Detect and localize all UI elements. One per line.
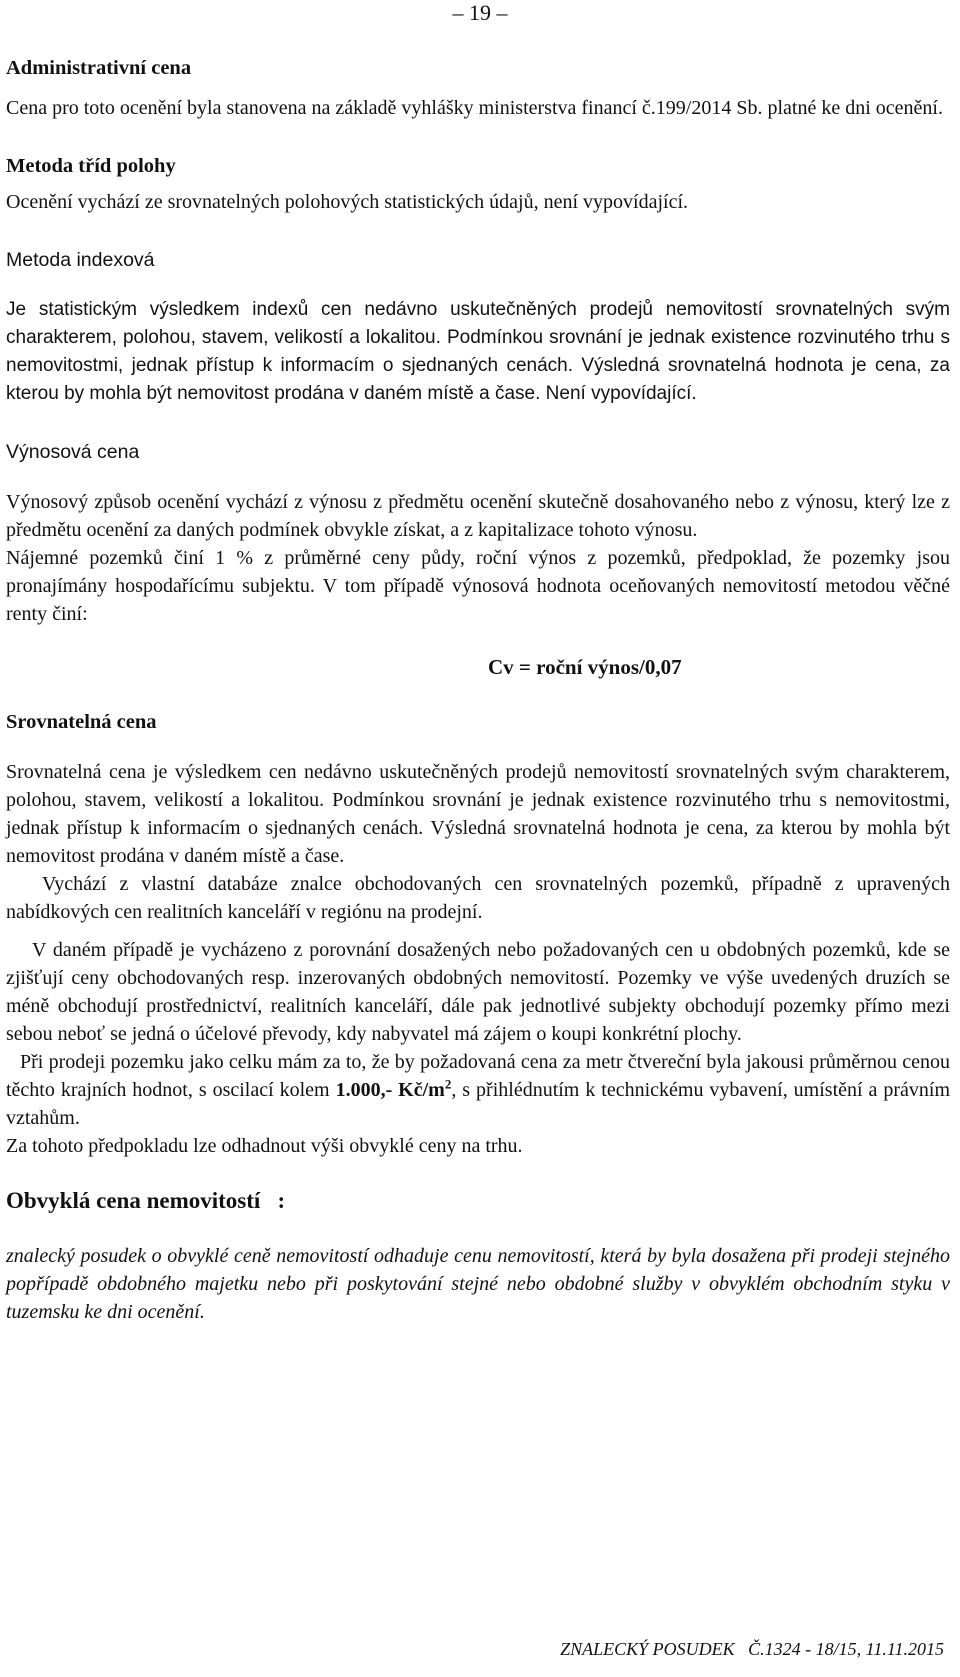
page-footer: ZNALECKÝ POSUDEK Č.1324 - 18/15, 11.11.2015 bbox=[560, 1639, 944, 1659]
page-number: – 19 – bbox=[452, 0, 508, 25]
formula-vynosova: Cv = roční výnos/0,07 bbox=[488, 655, 682, 679]
page-content bbox=[6, 54, 950, 1326]
heading-administrativni-cena: Administrativní cena bbox=[6, 57, 192, 79]
paragraph-srovnatelna-3: V daném případě je vycházeno z porovnání dosažených nebo požadovaných cen u obdobných pozemků, kde se zjišťují ceny obchodovaných resp. inzerovaných obdobných nemovitostí. Pozemky ve výše uvedených druzích se méně obchodují prostřednictví, realitních kanceláří, dále pak jednotlivé subjekty obchodují pozemky přímo mezi sebou neboť se jedná o účelové převody, kdy nabyvatel má zájem o koupi konkrétní plochy. bbox=[6, 939, 950, 1045]
section-vynosova-cena bbox=[6, 438, 950, 682]
heading-obvykla-cena: Obvyklá cena nemovitostí : bbox=[6, 1188, 286, 1213]
heading-vynosova-cena: Výnosová cena bbox=[6, 441, 140, 463]
heading-metoda-trid-polohy: Metoda tříd polohy bbox=[6, 155, 176, 177]
price-superscript: 2 bbox=[444, 1076, 452, 1092]
paragraph-srovnatelna-5: Za tohoto předpokladu lze odhadnout výši obvyklé ceny na trhu. bbox=[6, 1135, 523, 1157]
heading-srovnatelna-cena: Srovnatelná cena bbox=[6, 711, 157, 733]
section-srovnatelna-cena bbox=[6, 708, 950, 1160]
paragraph-metoda-indexova: Je statistickým výsledkem indexů cen nedávno uskutečněných prodejů nemovitostí srovnatelných svým charakterem, polohou, stavem, velikostí a lokalitou. Podmínkou srovnání je jednak existence rozvinutého trhu s nemovitostmi, jednak přístup k informacím o sjednaných cenách. Výsledná srovnatelná hodnota je cena, za kterou by mohla být nemovitost prodána v daném místě a čase. Není vypovídající. bbox=[6, 299, 950, 404]
paragraph-srovnatelna-4-text: Při prodeji pozemku jako celku mám za to, že by požadovaná cena za metr čtvereční byla jakousi průměrnou cenou těchto krajních hodnot, s oscilací kolem bbox=[6, 1051, 950, 1101]
paragraph-vynosova-1: Výnosový způsob ocenění vychází z výnosu z předmětu ocenění skutečně dosahovaného nebo z výnosu, který lze z předmětu ocenění za daných podmínek obvykle získat, a z kapitalizace tohoto výnosu. bbox=[6, 491, 950, 541]
section-obvykla-cena bbox=[6, 1186, 950, 1326]
paragraph-srovnatelna-4 bbox=[6, 1048, 950, 1132]
section-metoda-trid-polohy bbox=[6, 152, 950, 216]
section-administrativni-cena bbox=[6, 54, 950, 122]
paragraph-obvykla-cena: znalecký posudek o obvyklé ceně nemovitostí odhaduje cenu nemovitostí, která by byla dosažena při prodeji stejného popřípadě obdobného majetku nebo při poskytování stejné nebo obdobné služby v obvyklém obchodním styku v tuzemsku ke dni ocenění. bbox=[6, 1245, 950, 1323]
paragraph-srovnatelna-1: Srovnatelná cena je výsledkem cen nedávno uskutečněných prodejů nemovitostí srovnatelných svým charakterem, polohou, stavem, velikostí a lokalitou. Podmínkou srovnání je jednak existence rozvinutého trhu s nemovitostmi, jednak přístup k informacím o sjednaných cenách. Výsledná srovnatelná hodnota je cena, za kterou by mohla být nemovitost prodána v daném místě a čase. bbox=[6, 761, 950, 867]
paragraph-administrativni-cena: Cena pro toto ocenění byla stanovena na základě vyhlášky ministerstva financí č.199/2014 Sb. platné ke dni ocenění. bbox=[6, 97, 943, 119]
paragraph-vynosova-2: Nájemné pozemků činí 1 % z průměrné ceny půdy, roční výnos z pozemků, předpoklad, že pozemky jsou pronajímány hospodařícímu subjektu. V tom případě výnosová hodnota oceňovaných nemovitostí metodou věčné renty činí: bbox=[6, 547, 950, 625]
heading-metoda-indexova: Metoda indexová bbox=[6, 249, 155, 271]
paragraph-srovnatelna-2: Vychází z vlastní databáze znalce obchodovaných cen srovnatelných pozemků, případně z upravených nabídkových cen realitních kanceláří v regiónu na prodejní. bbox=[6, 873, 950, 923]
price-per-m2: 1.000,- $Kč/m^2$ bbox=[335, 1076, 452, 1101]
section-metoda-indexova bbox=[6, 246, 950, 408]
paragraph-srovnatelna-4-after: , s přihlédnutím k technickému vybavení, umístění a právním vztahům. bbox=[6, 1079, 951, 1129]
paragraph-metoda-trid-polohy: Ocenění vychází ze srovnatelných polohových statistických údajů, není vypovídající. bbox=[6, 191, 689, 213]
